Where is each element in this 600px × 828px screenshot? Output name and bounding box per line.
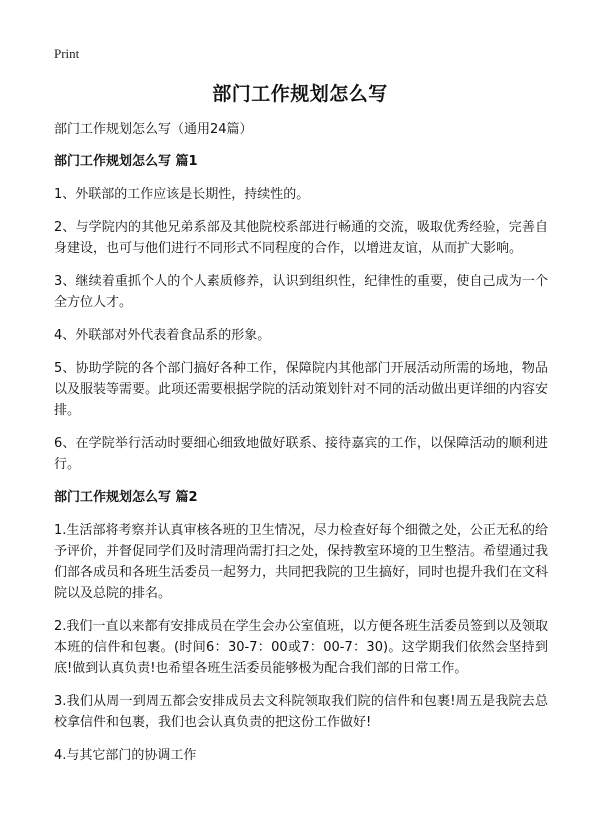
print-label: Print [54,46,80,61]
paragraph: 2、与学院内的其他兄弟系部及其他院校系部进行畅通的交流，吸取优秀经验，完善自身建设，也可与他们进行不同形式不同程度的合作，以增进友谊，从而扩大影响。 [54,220,548,256]
section-1 [54,151,548,475]
document-subtitle: 部门工作规划怎么写（通用24篇） [54,122,253,137]
document-body [54,119,548,778]
paragraph: 4、外联部对外代表着食品系的形象。 [54,328,271,343]
paragraph: 1、外联部的工作应该是长期性，持续性的。 [54,187,310,202]
paragraph: 2.我们一直以来都有安排成员在学生会办公室值班，以方便各班生活委员签到以及领取本班的信件和包裹。(时间6：30-7：00或7：00-7：30)。这学期我们依然会坚持到底!做到认真负责!也希望各班生活委员能够极为配合我们部的日常工作。 [54,619,548,676]
paragraph: 6、在学院举行活动时要细心细致地做好联系、接待嘉宾的工作，以保障活动的顺利进行。 [54,436,548,472]
paragraph: 3.我们从周一到周五都会安排成员去文科院领取我们院的信件和包裹!周五是我院去总校拿信件和包裹，我们也会认真负责的把这份工作做好! [54,694,548,730]
section-2 [54,487,548,766]
paragraph: 5、协助学院的各个部门搞好各种工作，保障院内其他部门开展活动所需的场地，物品以及服装等需要。此项还需要根据学院的活动策划针对不同的活动做出更详细的内容安排。 [54,361,549,418]
page-title: 部门工作规划怎么写 [212,83,388,105]
paragraph: 1.生活部将考察并认真审核各班的卫生情况，尽力检查好每个细微之处，公正无私的给予评价，并督促同学们及时清理尚需打扫之处，保持教室环境的卫生整洁。希望通过我们部各成员和各班生活委员一起努力，共同把我院的卫生搞好，同时也提升我们在文科院以及总院的排名。 [54,523,549,601]
section-heading: 部门工作规划怎么写 篇1 [54,154,198,169]
paragraph: 4.与其它部门的协调工作 [54,748,197,763]
paragraph: 3、继续着重抓个人的个人素质修养，认识到组织性，纪律性的重要，使自己成为一个全方位人才。 [54,274,548,310]
section-heading: 部门工作规划怎么写 篇2 [54,490,198,505]
